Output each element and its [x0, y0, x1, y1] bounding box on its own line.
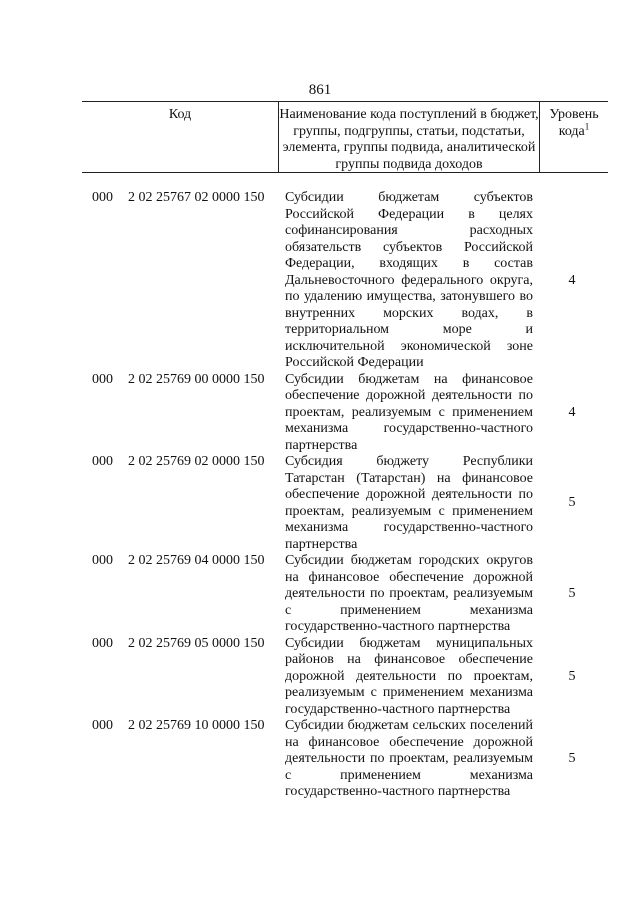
row-revenue-code: 2 02 25769 05 0000 150 [128, 635, 265, 651]
row-name: Субсидии бюджетам городских округов на финансовое обеспечение дорожной деятельности по проектам, реализуемым с применением механизма государственно-частного партнерства [285, 553, 533, 634]
row-admin-code: 000 [92, 371, 113, 387]
row-level: 5 [568, 586, 576, 601]
row-name: Субсидии бюджетам субъектов Российской Федерации в целях софинансирования расходных обязательств субъектов Российской Федерации, входящих в состав Дальневосточного федерального округа, по удалению имущества, затонувшего во внутренних морских водах, в территориальном море и исключительной экономической зоне Российской Федерации [285, 190, 533, 370]
row-name: Субсидии бюджетам на финансовое обеспечение дорожной деятельности по проектам, реализуемым с применением механизма государственно-частного партнерства [285, 371, 533, 453]
header-level-line1: Уровень [549, 107, 599, 122]
page-number: 861 [308, 82, 332, 98]
header-level-line2: кода [558, 123, 585, 139]
row-name: Субсидии бюджетам сельских поселений на финансовое обеспечение дорожной деятельности по проектам, реализуемым с применением механизма государственно-частного партнерства [285, 718, 533, 799]
table-row [0, 190, 640, 372]
row-level: 4 [568, 404, 576, 420]
table-header [82, 101, 608, 173]
row-admin-code: 000 [92, 553, 113, 568]
header-level [540, 102, 608, 172]
row-name: Субсидии бюджетам муниципальных районов на финансовое обеспечение дорожной деятельности по проектам, реализуемым с применением механизма государственно-частного партнерства [285, 635, 533, 717]
row-revenue-code: 2 02 25769 02 0000 150 [128, 454, 265, 469]
row-level: 5 [568, 751, 576, 766]
table-row [0, 454, 640, 553]
table-body [0, 190, 640, 801]
table-row [0, 553, 640, 636]
row-revenue-code: 2 02 25769 10 0000 150 [128, 718, 265, 733]
row-revenue-code: 2 02 25769 04 0000 150 [128, 553, 265, 568]
header-code: Код [168, 107, 192, 122]
row-revenue-code: 2 02 25767 02 0000 150 [128, 190, 265, 205]
row-level: 5 [568, 495, 576, 511]
table-row [0, 718, 640, 801]
header-level-footnote: 1 [584, 120, 590, 131]
row-admin-code: 000 [92, 190, 113, 205]
row-admin-code: 000 [92, 635, 113, 651]
table-row [0, 636, 640, 719]
header-name: Наименование кода поступлений в бюджет, группы, подгруппы, статьи, подстатьи, элемента, группы подвида, аналитической группы подвида доходов [278, 102, 540, 172]
row-level: 4 [568, 272, 576, 288]
row-name: Субсидия бюджету Республики Татарстан (Татарстан) на финансовое обеспечение дорожной деятельности по проектам, реализуемым с применением механизма государственно-частного партнерства [285, 454, 533, 552]
row-admin-code: 000 [92, 718, 113, 733]
row-admin-code: 000 [92, 454, 113, 469]
row-revenue-code: 2 02 25769 00 0000 150 [128, 371, 265, 387]
row-level: 5 [568, 668, 576, 684]
table-row [0, 372, 640, 455]
